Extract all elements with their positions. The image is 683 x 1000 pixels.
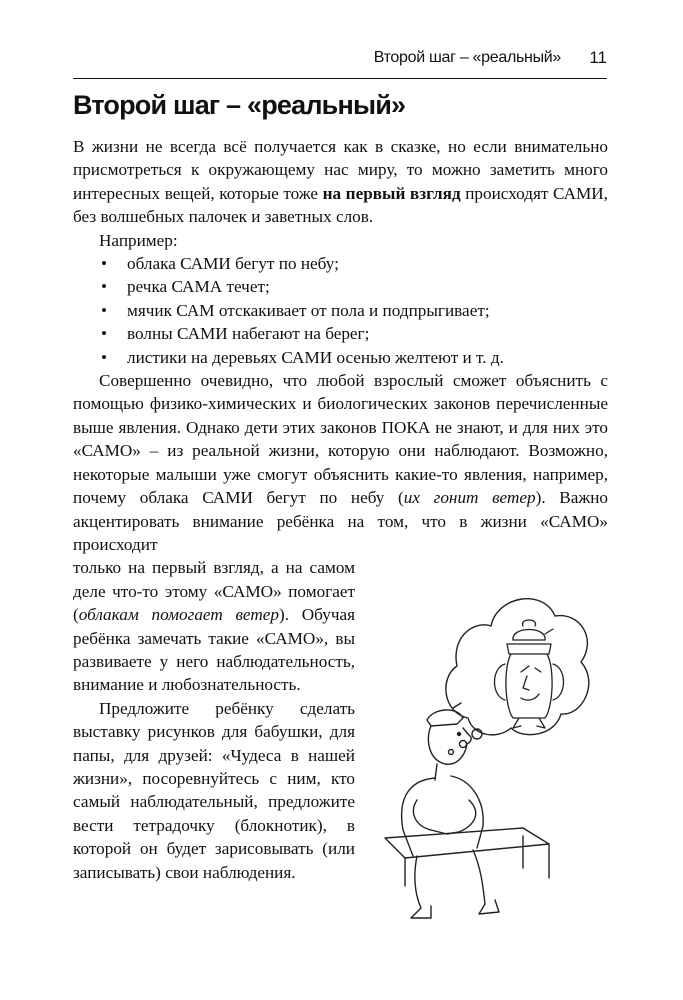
- boy-dreaming-illustration: [373, 568, 613, 926]
- continued-italic: облакам помогает ветер: [78, 605, 279, 625]
- list-item: • листики на деревьях САМИ осенью желтеют и т. д.: [73, 346, 608, 369]
- list-item: • облака САМИ бегут по небу;: [73, 252, 608, 275]
- seated-boy: [385, 703, 549, 918]
- list-item: • волны САМИ набегают на берег;: [73, 322, 608, 345]
- list-item: • мячик САМ отскакивает от пола и подпрыгивает;: [73, 299, 608, 322]
- bubble-dot: [460, 741, 467, 748]
- continued-text: только на первый взгляд, а на самом деле что-то этому «САМО» помогает (: [73, 558, 355, 625]
- explanation-continued: [73, 556, 355, 696]
- samovar-icon: [495, 620, 564, 728]
- intro-text: В жизни не всегда всё получается как в сказке, но если внимательно присмотреться к окружающему нас миру, то можно заметить много интересных вещей, которые тоже: [73, 137, 608, 203]
- explanation-paragraph: [73, 369, 608, 556]
- list-item: • речка САМА течет;: [73, 275, 608, 298]
- explanation-italic: их гонит ветер: [403, 488, 536, 508]
- example-list: [73, 252, 608, 369]
- intro-paragraph: [73, 135, 608, 229]
- bubble-dot: [449, 750, 454, 755]
- intro-emphasis: на первый взгляд: [322, 183, 461, 203]
- suggestion-paragraph: Предложите ребёнку сделать выставку рисунков для бабушки, для папы, для друзей: «Чудеса в нашей жизни», посоревнуйтесь с ним, кто самый наблюдательный, предложите вести тетрадочку (блокнотик), в которой он будет зарисовывать (или записывать) свои наблюдения.: [73, 698, 355, 882]
- page-number: 11: [589, 48, 607, 67]
- thought-bubble: [446, 599, 589, 735]
- section-heading: Второй шаг – «реальный»: [73, 90, 406, 120]
- explanation-text: Совершенно очевидно, что любой взрослый сможет объяснить с помощью физико-химических и биологических законов перечисленные выше явления. Однако дети этих законов ПОКА не знают, и для них это «САМО» – из реальной жизни, которую они наблюдают. Возможно, некоторые малыши уже смогут объяснить какие-то явления, например, почему облака САМИ бегут по небу (: [73, 371, 608, 508]
- explanation-text-end: ). Важно акцентировать внимание ребёнка на том, что в жизни «САМО» происходит: [73, 488, 609, 554]
- continued-text-end: ). Обучая ребёнка замечать такие «САМО», вы развиваете у него наблюдательность, внимание и любознательность.: [73, 605, 355, 695]
- intro-text-end: происходят САМИ, без волшебных палочек и заветных слов.: [73, 183, 608, 227]
- running-head-title: Второй шаг – «реальный»: [373, 49, 561, 66]
- wrapped-column: [73, 556, 355, 884]
- running-head: [73, 40, 607, 79]
- example-lead: Например:: [99, 230, 178, 250]
